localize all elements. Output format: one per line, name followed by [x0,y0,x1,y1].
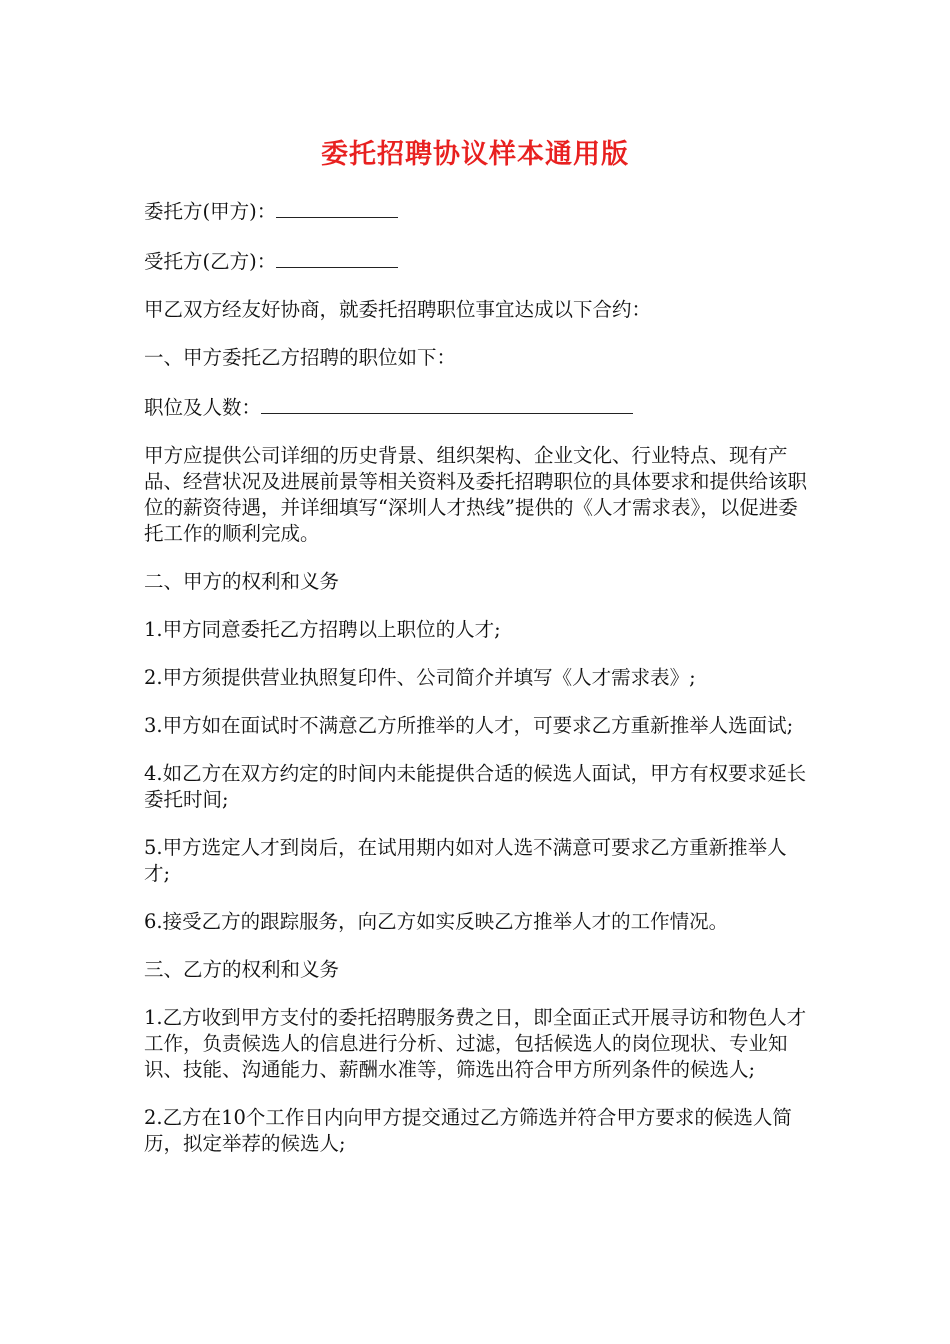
document-title: 委托招聘协议样本通用版 [321,139,629,170]
section3-heading: 三、乙方的权利和义务 [144,958,340,981]
section2-item: 6.接受乙方的跟踪服务，向乙方如实反映乙方推举人才的工作情况。 [144,910,729,933]
position-label: 职位及人数： [144,396,262,419]
section2-item: 2.甲方须提供营业执照复印件、公司简介并填写《人才需求表》; [144,666,696,689]
section2-heading: 二、甲方的权利和义务 [144,570,340,593]
position-blank [261,393,633,414]
section3-item: 1.乙方收到甲方支付的委托招聘服务费之日，即全面正式开展寻访和物色人才工作，负责候选人的信息进行分析、过滤，包括候选人的岗位现状、专业知识、技能、沟通能力、薪酬水准等，筛选出符合甲方所列条件的候选人; [144,1006,807,1081]
party-b-blank [276,247,398,268]
section3-item: 2.乙方在10个工作日内向甲方提交通过乙方筛选并符合甲方要求的候选人简历，拟定举荐的候选人; [144,1106,792,1155]
document-body [144,197,812,1179]
party-a-line [144,197,812,225]
section1-body: 甲方应提供公司详细的历史背景、组织架构、企业文化、行业特点、现有产品、经营状况及进展前景等相关资料及委托招聘职位的具体要求和提供给该职位的薪资待遇，并详细填写“深圳人才热线”提供的《人才需求表》，以促进委托工作的顺利完成。 [144,444,808,545]
party-b-label: 受托方(乙方)： [144,250,277,273]
section2-item: 1.甲方同意委托乙方招聘以上职位的人才; [144,618,501,641]
position-line [144,393,812,421]
party-b-line [144,247,812,275]
section2-item: 4.如乙方在双方约定的时间内未能提供合适的候选人面试，甲方有权要求延长委托时间; [144,762,807,811]
intro-paragraph: 甲乙双方经友好协商，就委托招聘职位事宜达成以下合约： [144,298,652,321]
section2-item: 3.甲方如在面试时不满意乙方所推举的人才，可要求乙方重新推举人选面试; [144,714,794,737]
section1-heading: 一、甲方委托乙方招聘的职位如下： [144,346,457,369]
section2-item: 5.甲方选定人才到岗后，在试用期内如对人选不满意可要求乙方重新推举人才; [144,836,787,885]
party-a-label: 委托方(甲方)： [144,200,277,223]
party-a-blank [276,197,398,218]
